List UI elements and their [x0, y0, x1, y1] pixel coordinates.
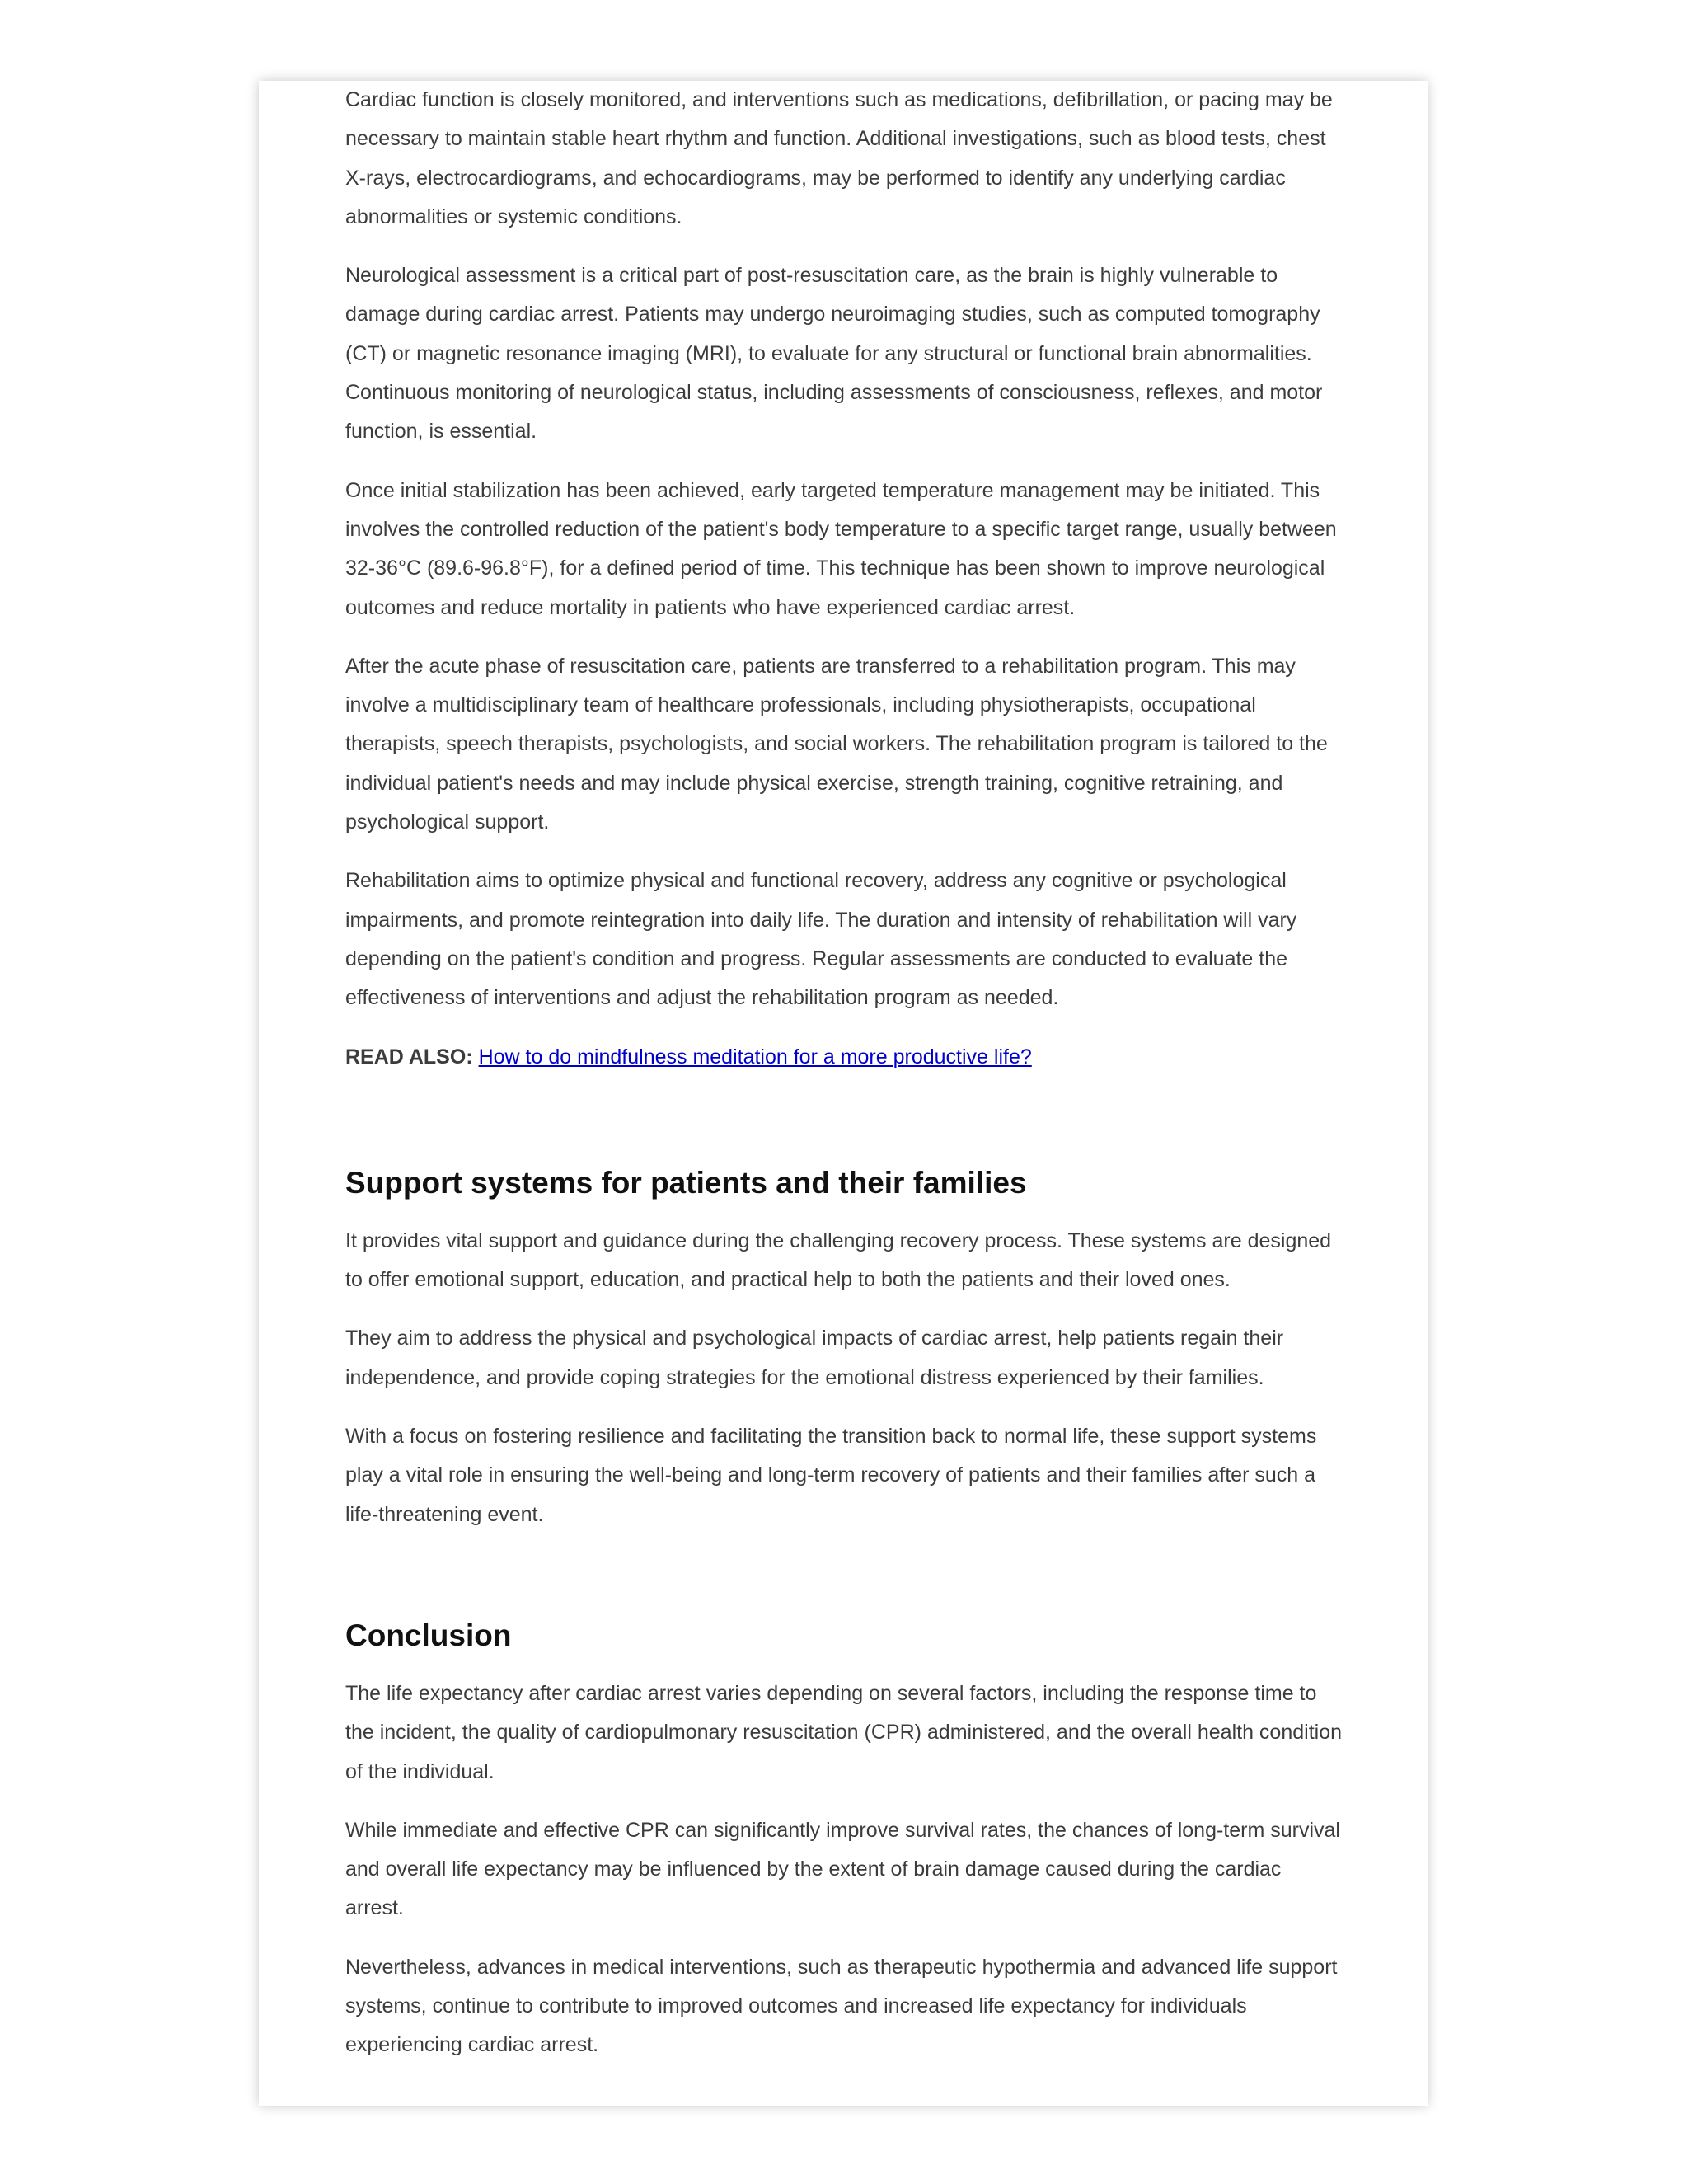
article-paragraph: Once initial stabilization has been achieved, early targeted temperature management may be initiated. This involves the controlled reduction of the patient's body temperature to a specific target range, usually between 32-36°C (89.6-96.8°F), for a defined period of time. This technique has been shown to improve neurological outcomes and reduce mortality in patients who have experienced cardiac arrest.: [345, 478, 1337, 619]
article-paragraph: Cardiac function is closely monitored, and interventions such as medications, defibrillation, or pacing may be necessary to maintain stable heart rhythm and function. Additional investigations, such as blood tests, chest X-rays, electrocardiograms, and echocardiograms, may be performed to identify any underlying cardiac abnormalities or systemic conditions.: [345, 88, 1333, 228]
article-content: [345, 81, 1343, 2085]
read-also: [345, 1038, 1343, 1077]
read-also-link[interactable]: How to do mindfulness meditation for a more productive life?: [478, 1045, 1032, 1069]
article-paragraph: While immediate and effective CPR can significantly improve survival rates, the chances of long-term survival and overall life expectancy may be influenced by the extent of brain damage caused during the cardiac arrest.: [345, 1818, 1340, 1920]
article-paragraph: Neurological assessment is a critical part of post-resuscitation care, as the brain is highly vulnerable to damage during cardiac arrest. Patients may undergo neuroimaging studies, such as computed tomography (CT) or magnetic resonance imaging (MRI), to evaluate for any structural or functional brain abnormalities. Continuous monitoring of neurological status, including assessments of consciousness, reflexes, and motor function, is essential.: [345, 264, 1323, 444]
article-paragraph: After the acute phase of resuscitation care, patients are transferred to a rehabilitation program. This may involve a multidisciplinary team of healthcare professionals, including physiotherapists, occupational therapists, speech therapists, psychologists, and social workers. The rehabilitation program is tailored to the individual patient's needs and may include physical exercise, strength training, cognitive retraining, and psychological support.: [345, 654, 1328, 834]
article-paragraph: It provides vital support and guidance during the challenging recovery process. These systems are designed to offer emotional support, education, and practical help to both the patients and their loved ones.: [345, 1228, 1332, 1292]
conclusion-heading: Conclusion: [345, 1618, 512, 1652]
support-section-heading: Support systems for patients and their families: [345, 1165, 1027, 1200]
article-paragraph: The life expectancy after cardiac arrest varies depending on several factors, including the response time to the incident, the quality of cardiopulmonary resuscitation (CPR) administered, and the overall health condition of the individual.: [345, 1681, 1342, 1783]
article-paragraph: With a focus on fostering resilience and facilitating the transition back to normal life, these support systems play a vital role in ensuring the well-being and long-term recovery of patients and their families after such a life-threatening event.: [345, 1425, 1317, 1526]
read-also-label: READ ALSO:: [345, 1045, 473, 1069]
article-paragraph: Nevertheless, advances in medical interventions, such as therapeutic hypothermia and advanced life support systems, continue to contribute to improved outcomes and increased life expectancy for individuals experiencing cardiac arrest.: [345, 1955, 1338, 2057]
article-paragraph: Rehabilitation aims to optimize physical and functional recovery, address any cognitive or psychological impairments, and promote reintegration into daily life. The duration and intensity of rehabilitation will vary depending on the patient's condition and progress. Regular assessments are conducted to evaluate the effectiveness of interventions and adjust the rehabilitation program as needed.: [345, 869, 1297, 1010]
article-paragraph: They aim to address the physical and psychological impacts of cardiac arrest, help patients regain their independence, and provide coping strategies for the emotional distress experienced by their families.: [345, 1327, 1284, 1389]
